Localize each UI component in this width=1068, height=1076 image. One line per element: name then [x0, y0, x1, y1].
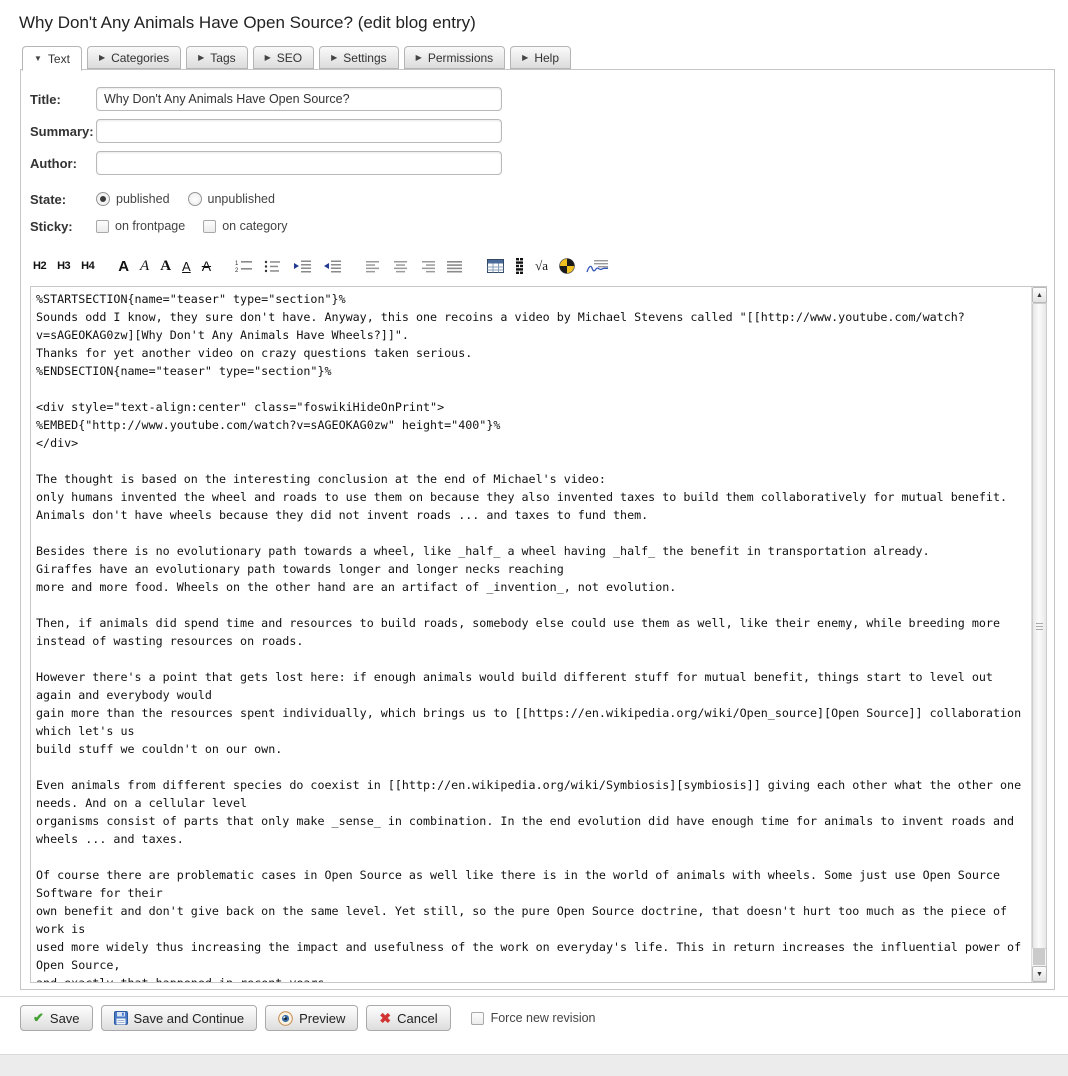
scrollbar-thumb[interactable]	[1032, 303, 1047, 949]
tab-label: Permissions	[427, 50, 494, 65]
editor-scrollbar[interactable]	[1031, 287, 1046, 982]
radio-published-label: published	[116, 192, 170, 206]
title-label: Title:	[30, 91, 61, 107]
tab-label: Text	[47, 51, 70, 66]
radio-unselected-icon	[188, 192, 202, 206]
tab-tags[interactable]	[186, 46, 248, 69]
tab-permissions[interactable]	[404, 46, 506, 69]
author-label: Author:	[30, 155, 77, 171]
color-button[interactable]	[557, 256, 577, 276]
tab-settings[interactable]	[319, 46, 399, 69]
verbatim-button[interactable]	[513, 256, 526, 276]
tab-label: SEO	[276, 50, 303, 65]
eye-icon	[278, 1011, 293, 1026]
monospace-button[interactable]	[158, 256, 173, 276]
math-button[interactable]	[533, 256, 550, 276]
triangle-right-icon: ▶	[264, 52, 271, 62]
strikethrough-icon: A	[201, 258, 212, 274]
heading-4-icon: H4	[81, 260, 95, 272]
monospace-icon: A	[160, 257, 172, 274]
scrollbar-grip-icon	[1036, 623, 1043, 630]
cross-icon: ✖	[379, 1009, 392, 1026]
radio-published[interactable]	[96, 192, 170, 206]
numbered-list-button[interactable]	[233, 256, 255, 276]
svg-text:2: 2	[235, 268, 239, 273]
sticky-label: Sticky:	[30, 218, 73, 234]
bottom-divider	[0, 996, 1068, 997]
tab-bar	[22, 46, 1068, 70]
triangle-right-icon: ▶	[522, 52, 529, 62]
footer-bar	[0, 1054, 1068, 1076]
strikethrough-button[interactable]	[200, 256, 213, 276]
on-category-label: on category	[222, 219, 288, 233]
verbatim-icon	[515, 258, 524, 274]
heading2-button[interactable]	[31, 256, 48, 276]
edit-panel	[20, 69, 1055, 990]
tab-help[interactable]	[510, 46, 571, 69]
align-justify-button[interactable]	[445, 256, 465, 276]
heading4-button[interactable]	[79, 256, 96, 276]
checkbox-on-frontpage[interactable]	[96, 219, 185, 233]
tab-label: Help	[534, 50, 560, 65]
checkbox-on-category[interactable]	[203, 219, 287, 233]
heading-3-icon: H3	[57, 260, 71, 272]
triangle-down-icon: ▼	[34, 53, 42, 63]
tab-seo[interactable]	[253, 46, 315, 69]
outdent-button[interactable]	[321, 256, 344, 276]
title-row	[30, 87, 1046, 111]
color-wheel-icon	[559, 258, 575, 274]
bullet-list-button[interactable]	[262, 256, 284, 276]
align-center-icon	[393, 260, 409, 273]
scroll-up-icon: ▲	[1036, 291, 1043, 299]
title-field[interactable]	[96, 87, 502, 111]
insert-table-button[interactable]	[485, 256, 506, 276]
scroll-down-button[interactable]	[1032, 966, 1047, 982]
save-button[interactable]	[20, 1005, 93, 1031]
tab-label: Tags	[210, 50, 236, 65]
underline-icon: A	[182, 258, 191, 274]
bold-icon: A	[118, 257, 130, 275]
align-left-button[interactable]	[364, 256, 384, 276]
italic-icon: A	[140, 257, 150, 274]
signature-button[interactable]	[584, 256, 611, 276]
align-left-icon	[366, 260, 382, 273]
svg-text:1: 1	[235, 261, 239, 267]
summary-row	[30, 119, 1046, 143]
floppy-disk-icon	[114, 1011, 128, 1025]
author-field[interactable]	[96, 151, 502, 175]
force-new-revision-option[interactable]	[471, 1011, 596, 1025]
bullet-list-icon	[264, 259, 282, 273]
editor-textarea[interactable]	[31, 287, 1031, 982]
indent-icon	[293, 259, 312, 273]
state-label: State:	[30, 191, 67, 207]
table-icon	[487, 259, 504, 273]
triangle-right-icon: ▶	[98, 52, 106, 62]
radio-unpublished[interactable]	[188, 192, 275, 206]
radio-unpublished-label: unpublished	[207, 192, 275, 206]
align-justify-icon	[447, 260, 463, 273]
underline-button[interactable]	[180, 256, 193, 276]
heading-2-icon: H2	[33, 260, 47, 272]
align-right-icon	[420, 260, 436, 273]
numbered-list-icon	[235, 259, 253, 273]
save-and-continue-button[interactable]	[101, 1005, 258, 1031]
summary-field[interactable]	[96, 119, 502, 143]
math-icon: √a	[535, 258, 548, 273]
indent-button[interactable]	[291, 256, 314, 276]
state-row	[30, 190, 1046, 208]
save-button-label: Save	[49, 1010, 80, 1026]
save-and-continue-label: Save and Continue	[133, 1010, 245, 1026]
radio-selected-icon	[96, 192, 110, 206]
check-icon: ✔	[33, 1010, 44, 1025]
author-row	[30, 151, 1046, 175]
cancel-button[interactable]	[366, 1005, 450, 1031]
summary-label: Summary:	[30, 123, 94, 139]
tab-label: Settings	[343, 50, 387, 65]
tab-label: Categories	[111, 50, 170, 65]
bold-button[interactable]	[116, 256, 131, 276]
align-center-button[interactable]	[391, 256, 411, 276]
checkbox-icon	[471, 1012, 484, 1025]
heading3-button[interactable]	[55, 256, 72, 276]
editor-toolbar	[31, 256, 1046, 276]
tab-text[interactable]	[22, 46, 82, 71]
cancel-button-label: Cancel	[397, 1010, 438, 1026]
sticky-row	[30, 217, 1046, 235]
triangle-right-icon: ▶	[331, 52, 338, 62]
signature-icon	[586, 259, 609, 274]
triangle-right-icon: ▶	[198, 52, 205, 62]
italic-button[interactable]	[138, 256, 151, 276]
scrollbar-track[interactable]	[1033, 949, 1045, 965]
preview-button-label: Preview	[299, 1010, 346, 1026]
page-title: Why Don't Any Animals Have Open Source? (edit blog entry)	[19, 13, 476, 32]
align-right-button[interactable]	[418, 256, 438, 276]
scroll-up-button[interactable]	[1032, 287, 1047, 303]
preview-button[interactable]	[265, 1005, 358, 1031]
tab-categories[interactable]	[87, 46, 181, 69]
checkbox-icon	[203, 220, 216, 233]
editor-area	[30, 286, 1047, 983]
scroll-down-icon: ▼	[1036, 970, 1043, 978]
outdent-icon	[323, 259, 342, 273]
triangle-right-icon: ▶	[415, 52, 422, 62]
force-new-revision-label: Force new revision	[490, 1011, 596, 1025]
action-bar	[20, 1005, 1068, 1031]
on-frontpage-label: on frontpage	[115, 219, 186, 233]
checkbox-icon	[96, 220, 109, 233]
